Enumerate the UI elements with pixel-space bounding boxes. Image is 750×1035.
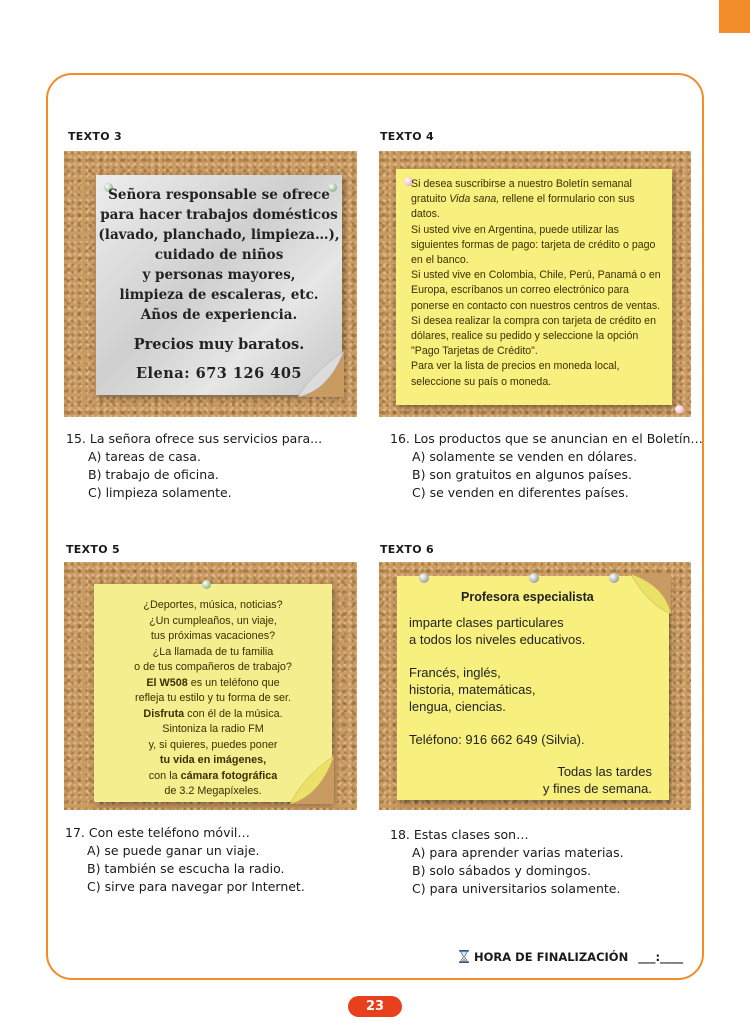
question-18: 18. Estas clases son… A) para aprender varias materias. B) solo sábados y domingos. C) para universitarios solamente. <box>390 827 624 896</box>
texto-3-note <box>96 175 342 395</box>
texto-6-corkboard <box>379 562 691 810</box>
pin-icon <box>419 573 429 583</box>
page-curl-icon <box>290 756 334 804</box>
texto-4-label: TEXTO 4 <box>380 130 434 143</box>
option-18-b[interactable]: B) solo sábados y domingos. <box>412 863 592 878</box>
page-curl-icon <box>631 574 671 614</box>
texto-4-note <box>396 169 672 405</box>
texto-4-body: Si desea suscribirse a nuestro Boletín semanal gratuito Vida sana, rellene el formulario con sus datos. Si usted vive en Argentina, puede utilizar las siguientes formas de pago: tarjeta de crédito o pago en el banco. Si usted vive en Colombia, Chile, Perú, Panamá o en Europa, escríbanos un correo electrónico para ponerse en contacto con nuestros centros de ventas. Si desea realizar la compra con tarjeta de crédito en dólares, realice su pedido y seleccione la opción "Pago Tarjetas de Crédito". Para ver la lista de precios en moneda local, seleccione su país o moneda. <box>411 178 661 388</box>
corner-tab <box>719 0 750 33</box>
option-15-a[interactable]: A) tareas de casa. <box>88 449 201 464</box>
texto-6-title: Profesora especialista <box>461 590 594 604</box>
texto-6-label: TEXTO 6 <box>380 543 434 556</box>
question-15: 15. La señora ofrece sus servicios para... A) tareas de casa. B) trabajo de oficina. C) limpieza solamente. <box>66 431 323 500</box>
option-15-b[interactable]: B) trabajo de oficina. <box>88 467 219 482</box>
texto-6-body: imparte clases particulares a todos los niveles educativos. Francés, inglés, historia, matemáticas, lengua, ciencias. Teléfono: 916 662 649 (Silvia). Todas las tardes y fines de semana. <box>409 615 652 796</box>
texto-3-body: Señora responsable se ofrece para hacer trabajos domésticos (lavado, planchado, limpieza…), cuidado de niños y personas mayores, limpieza de escaleras, etc. Años de experiencia. Precios muy baratos. Elena: 673 126 405 <box>96 185 342 384</box>
option-16-a[interactable]: A) solamente se venden en dólares. <box>412 449 638 464</box>
finish-time-blank[interactable]: ___:____ <box>638 950 684 964</box>
pin-icon <box>609 573 619 583</box>
texto-5-label: TEXTO 5 <box>66 543 120 556</box>
page-curl-icon <box>298 351 344 397</box>
texto-3-corkboard <box>64 151 357 417</box>
page-number: 23 <box>348 996 402 1017</box>
texto-3-contact: Elena: 673 126 405 <box>135 365 303 382</box>
option-17-a[interactable]: A) se puede ganar un viaje. <box>87 843 260 858</box>
finish-time-label: HORA DE FINALIZACIÓN <box>474 950 629 964</box>
option-18-a[interactable]: A) para aprender varias materias. <box>412 845 624 860</box>
pin-icon <box>202 580 211 589</box>
texto-6-note <box>397 576 669 800</box>
option-16-c[interactable]: C) se venden en diferentes países. <box>412 485 629 500</box>
pin-icon <box>529 573 539 583</box>
question-17: 17. Con este teléfono móvil… A) se puede ganar un viaje. B) también se escucha la radio. C) sirve para navegar por Internet. <box>65 825 305 894</box>
option-15-c[interactable]: C) limpieza solamente. <box>88 485 232 500</box>
option-17-b[interactable]: B) también se escucha la radio. <box>87 861 285 876</box>
texto-5-note <box>94 584 332 802</box>
option-16-b[interactable]: B) son gratuitos en algunos países. <box>412 467 632 482</box>
hourglass-icon <box>459 950 469 963</box>
finish-time <box>459 950 683 964</box>
question-16: 16. Los productos que se anuncian en el Boletín… A) solamente se venden en dólares. B) son gratuitos en algunos países. C) se venden en diferentes países. <box>390 431 703 500</box>
texto-3-label: TEXTO 3 <box>68 130 122 143</box>
texto-3-price: Precios muy baratos. <box>133 336 305 353</box>
option-17-c[interactable]: C) sirve para navegar por Internet. <box>87 879 305 894</box>
texto-4-corkboard <box>379 151 691 417</box>
texto-5-body: ¿Deportes, música, noticias? ¿Un cumpleaños, un viaje, tus próximas vacaciones? ¿La llamada de tu familia o de tus compañeros de trabajo? El W508 es un teléfono que refleja tu estilo y tu forma de ser. Disfruta con él de la música. Sintoniza la radio FM y, si quieres, puedes poner tu vida en imágenes, con la cámara fotográfica de 3.2 Megapíxeles. <box>134 599 292 797</box>
texto-5-corkboard <box>64 562 357 810</box>
pin-icon <box>675 405 684 414</box>
option-18-c[interactable]: C) para universitarios solamente. <box>412 881 621 896</box>
